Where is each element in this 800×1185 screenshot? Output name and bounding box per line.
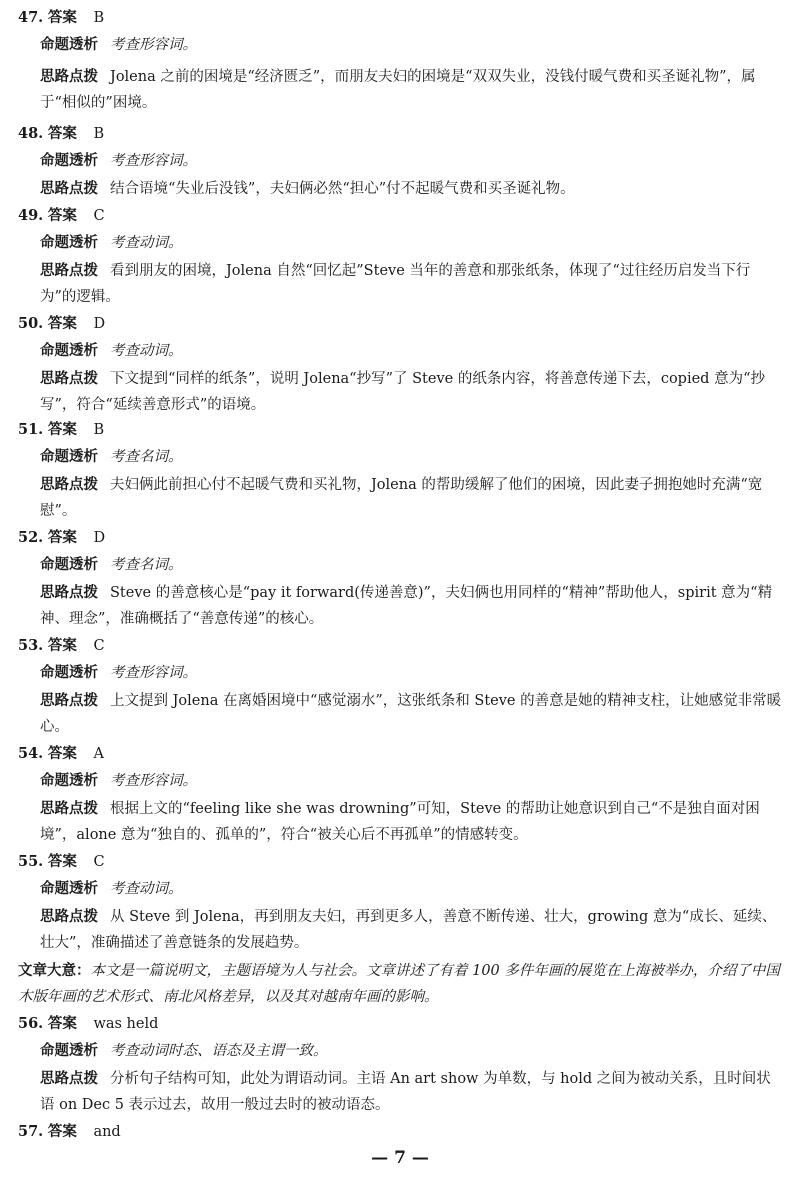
question-number: 55. <box>18 853 44 870</box>
analysis-label: 命题透析 <box>40 234 98 251</box>
answer-line-53 <box>18 634 105 658</box>
hint-label: 思路点拨 <box>40 1070 98 1087</box>
hint-text: 根据上文的“feeling like she was drowning”可知，Steve 的帮助让她意识到自己“不是独自面对困境”，alone 意为“独自的、孤单的”，符合“被关心后不再孤单”的情感转变。 <box>40 801 760 843</box>
hint-53 <box>40 688 785 740</box>
summary-text: 本文是一篇说明文，主题语境为人与社会。文章讲述了有着 100 多件年画的展览在上海被举办，介绍了中国木版年画的艺术形式、南北风格差异，以及其对越南年画的影响。 <box>18 963 780 1005</box>
analysis-text: 考查名词。 <box>110 557 183 573</box>
analysis-54 <box>40 768 785 794</box>
analysis-text: 考查动词。 <box>110 343 183 359</box>
answer-value: C <box>93 208 105 224</box>
answer-line-55 <box>18 850 105 874</box>
hint-label: 思路点拨 <box>40 476 98 493</box>
answer-label: 答案 <box>47 421 77 438</box>
analysis-49 <box>40 230 785 256</box>
hint-text: 下文提到“同样的纸条”，说明 Jolena“抄写”了 Steve 的纸条内容，将善意传递下去，copied 意为“抄写”，符合“延续善意形式”的语境。 <box>40 371 765 413</box>
page-number: — 7 — <box>371 1148 429 1168</box>
answer-label: 答案 <box>47 1015 77 1032</box>
answer-value: B <box>93 10 105 26</box>
analysis-text: 考查动词。 <box>110 881 183 897</box>
hint-56 <box>40 1066 785 1118</box>
answer-line-48 <box>18 122 104 146</box>
analysis-53 <box>40 660 785 686</box>
hint-text: 上文提到 Jolena 在离婚困境中“感觉溺水”，这张纸条和 Steve 的善意是她的精神支柱，让她感觉非常暖心。 <box>40 693 782 735</box>
hint-51 <box>40 472 785 524</box>
answer-value: C <box>93 638 105 654</box>
hint-text: 夫妇俩此前担心付不起暖气费和买礼物，Jolena 的帮助缓解了他们的困境，因此妻子拥抱她时充满“宽慰”。 <box>40 477 763 519</box>
hint-label: 思路点拨 <box>40 180 98 197</box>
question-number: 48. <box>18 125 44 142</box>
article-summary <box>18 958 786 1010</box>
hint-text: 从 Steve 到 Jolena，再到朋友夫妇，再到更多人，善意不断传递、壮大，growing 意为“成长、延续、壮大”，准确描述了善意链条的发展趋势。 <box>40 909 777 951</box>
answer-value: and <box>93 1124 121 1140</box>
answer-label: 答案 <box>47 207 77 224</box>
question-number: 53. <box>18 637 44 654</box>
answer-value: D <box>93 316 106 332</box>
analysis-text: 考查动词。 <box>110 235 183 251</box>
hint-label: 思路点拨 <box>40 370 98 387</box>
analysis-label: 命题透析 <box>40 448 98 465</box>
hint-54 <box>40 796 785 848</box>
analysis-50 <box>40 338 785 364</box>
answer-value: B <box>93 126 105 142</box>
answer-line-54 <box>18 742 104 766</box>
question-number: 57. <box>18 1123 44 1140</box>
analysis-label: 命题透析 <box>40 36 98 53</box>
summary-label: 文章大意： <box>18 962 91 979</box>
question-number: 49. <box>18 207 44 224</box>
hint-label: 思路点拨 <box>40 68 98 85</box>
answer-label: 答案 <box>47 9 77 26</box>
analysis-label: 命题透析 <box>40 556 98 573</box>
analysis-text: 考查形容词。 <box>110 665 197 681</box>
question-number: 50. <box>18 315 44 332</box>
answer-label: 答案 <box>47 637 77 654</box>
hint-text: Jolena 之前的困境是“经济匮乏”，而朋友夫妇的困境是“双双失业，没钱付暖气费和买圣诞礼物”，属于“相似的”困境。 <box>40 69 756 111</box>
answer-value: D <box>93 530 106 546</box>
hint-label: 思路点拨 <box>40 692 98 709</box>
analysis-52 <box>40 552 785 578</box>
analysis-label: 命题透析 <box>40 880 98 897</box>
answer-label: 答案 <box>47 125 77 142</box>
question-number: 52. <box>18 529 44 546</box>
analysis-label: 命题透析 <box>40 342 98 359</box>
analysis-label: 命题透析 <box>40 664 98 681</box>
hint-text: 结合语境“失业后没钱”，夫妇俩必然“担心”付不起暖气费和买圣诞礼物。 <box>110 181 575 197</box>
answer-line-57 <box>18 1120 121 1144</box>
hint-52 <box>40 580 785 632</box>
answer-label: 答案 <box>47 745 77 762</box>
analysis-48 <box>40 148 785 174</box>
question-number: 54. <box>18 745 44 762</box>
analysis-51 <box>40 444 785 470</box>
analysis-label: 命题透析 <box>40 152 98 169</box>
answer-line-50 <box>18 312 105 336</box>
analysis-47 <box>40 32 785 58</box>
answer-line-51 <box>18 418 104 442</box>
analysis-56 <box>40 1038 785 1064</box>
analysis-text: 考查名词。 <box>110 449 183 465</box>
hint-text: 看到朋友的困境，Jolena 自然“回忆起”Steve 当年的善意和那张纸条，体现了“过往经历启发当下行为”的逻辑。 <box>40 263 751 305</box>
answer-line-52 <box>18 526 105 550</box>
hint-47 <box>40 64 785 116</box>
analysis-label: 命题透析 <box>40 772 98 789</box>
hint-label: 思路点拨 <box>40 800 98 817</box>
hint-49 <box>40 258 785 310</box>
answer-value: B <box>93 422 105 438</box>
question-number: 56. <box>18 1015 44 1032</box>
analysis-55 <box>40 876 785 902</box>
answer-line-49 <box>18 204 105 228</box>
analysis-text: 考查形容词。 <box>110 37 197 53</box>
hint-label: 思路点拨 <box>40 908 98 925</box>
answer-label: 答案 <box>47 1123 77 1140</box>
analysis-text: 考查动词时态、语态及主谓一致。 <box>110 1043 328 1059</box>
answer-line-56 <box>18 1012 158 1036</box>
answer-label: 答案 <box>47 315 77 332</box>
answer-value: C <box>93 854 105 870</box>
analysis-text: 考查形容词。 <box>110 773 197 789</box>
answer-label: 答案 <box>47 853 77 870</box>
question-number: 47. <box>18 9 44 26</box>
answer-line-47 <box>18 6 104 30</box>
hint-label: 思路点拨 <box>40 262 98 279</box>
hint-text: Steve 的善意核心是“pay it forward(传递善意)”，夫妇俩也用同样的“精神”帮助他人，spirit 意为“精神、理念”，准确概括了“善意传递”的核心。 <box>40 585 773 627</box>
answer-label: 答案 <box>47 529 77 546</box>
hint-55 <box>40 904 785 956</box>
hint-label: 思路点拨 <box>40 584 98 601</box>
analysis-label: 命题透析 <box>40 1042 98 1059</box>
hint-text: 分析句子结构可知，此处为谓语动词。主语 An art show 为单数，与 hold 之间为被动关系，且时间状语 on Dec 5 表示过去，故用一般过去时的被动语态。 <box>40 1071 771 1113</box>
hint-48 <box>40 176 785 202</box>
question-number: 51. <box>18 421 44 438</box>
answer-value: A <box>93 746 104 762</box>
hint-50 <box>40 366 785 418</box>
analysis-text: 考查形容词。 <box>110 153 197 169</box>
answer-value: was held <box>93 1016 159 1032</box>
